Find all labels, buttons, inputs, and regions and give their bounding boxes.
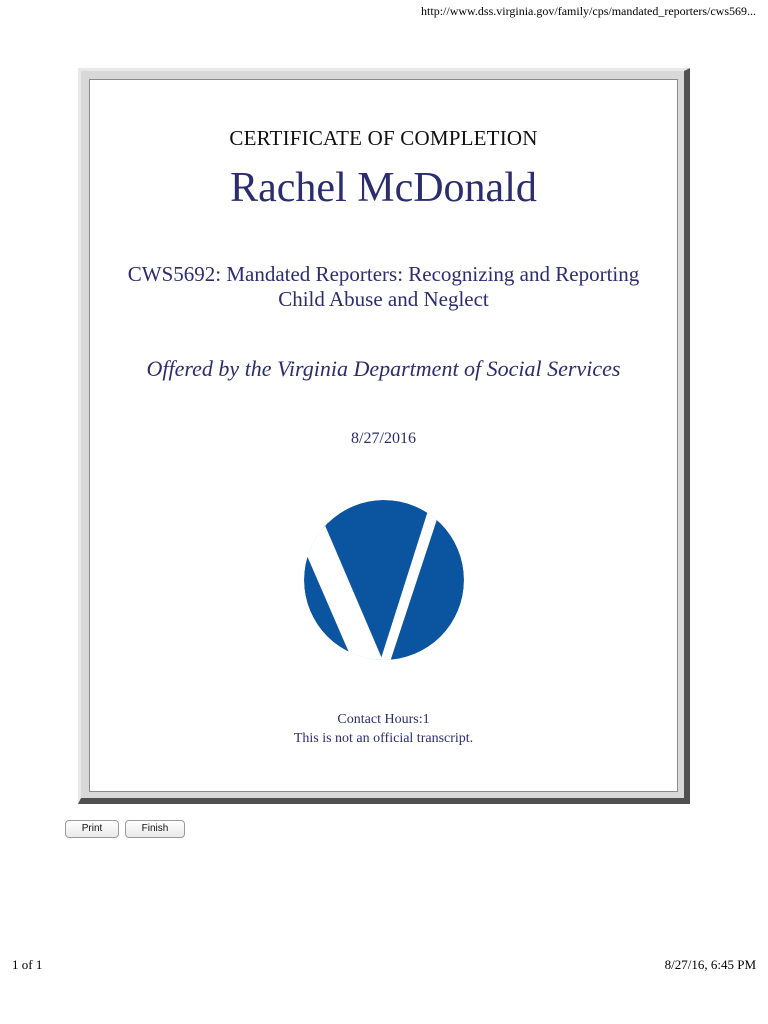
certificate-body — [89, 79, 678, 792]
transcript-note: This is not an official transcript. — [293, 731, 474, 746]
course-title — [100, 262, 667, 312]
recipient-name: Rachel McDonald — [230, 165, 537, 211]
contact-hours: Contact Hours:1 — [337, 712, 430, 727]
page-count: 1 of 1 — [12, 957, 43, 972]
certificate-notes — [90, 710, 677, 748]
page-url-header: http://www.dss.virginia.gov/family/cps/mandated_reporters/cws569... — [421, 4, 756, 18]
certificate-heading: CERTIFICATE OF COMPLETION — [229, 126, 538, 150]
course-title-line-2: Child Abuse and Neglect — [278, 287, 489, 311]
finish-button[interactable]: Finish — [125, 820, 185, 838]
print-timestamp: 8/27/16, 6:45 PM — [664, 957, 756, 972]
certificate-frame — [78, 68, 690, 804]
offered-by: Offered by the Virginia Department of Social Services — [146, 356, 621, 381]
course-title-line-1: CWS5692: Mandated Reporters: Recognizing and Reporting — [127, 262, 640, 286]
completion-date: 8/27/2016 — [351, 430, 416, 447]
print-button[interactable]: Print — [65, 820, 119, 838]
logo-shape — [302, 498, 464, 662]
virginia-v-logo-icon — [302, 498, 466, 662]
